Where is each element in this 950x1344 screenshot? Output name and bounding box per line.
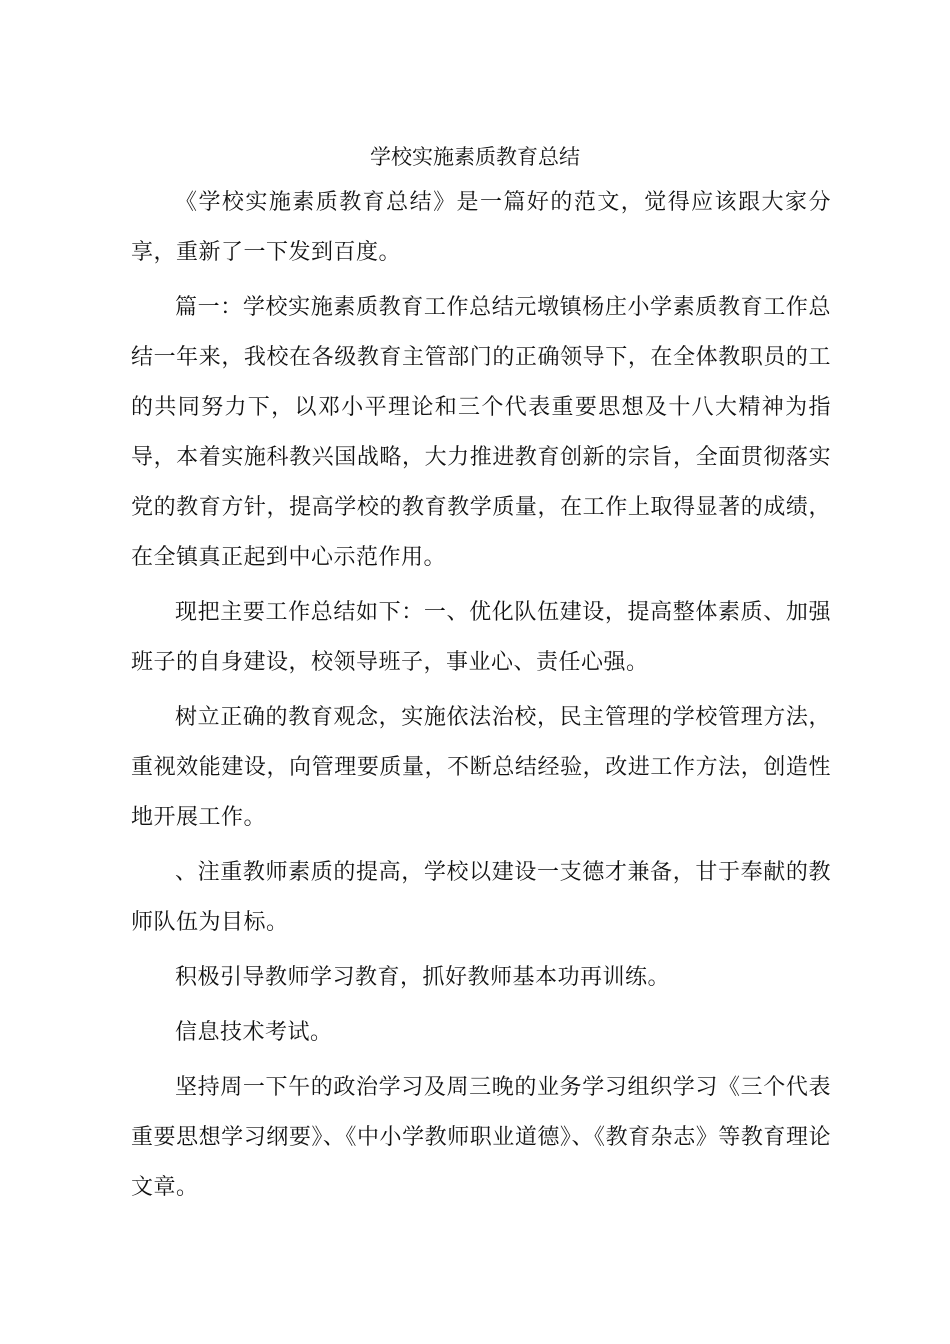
- document-body: [131, 178, 831, 1218]
- paragraph: 篇一：学校实施素质教育工作总结元墩镇杨庄小学素质教育工作总结一年来，我校在各级教育主管部门的正确领导下，在全体教职员的工的共同努力下，以邓小平理论和三个代表重要思想及十八大精神为指导，本着实施科教兴国战略，大力推进教育创新的宗旨，全面贯彻落实党的教育方针，提高学校的教育教学质量，在工作上取得显著的成绩，在全镇真正起到中心示范作用。: [131, 295, 831, 570]
- paragraph: 树立正确的教育观念，实施依法治校，民主管理的学校管理方法，重视效能建设，向管理要质量，不断总结经验，改进工作方法，创造性地开展工作。: [131, 705, 831, 830]
- paragraph: 现把主要工作总结如下：一、优化队伍建设，提高整体素质、加强班子的自身建设，校领导班子，事业心、责任心强。: [131, 600, 831, 675]
- paragraph: 信息技术考试。: [175, 1020, 333, 1045]
- paragraph: 、注重教师素质的提高，学校以建设一支德才兼备，甘于奉献的教师队伍为目标。: [131, 860, 831, 935]
- paragraph: 《学校实施素质教育总结》是一篇好的范文，觉得应该跟大家分享，重新了一下发到百度。: [131, 190, 831, 265]
- paragraph: 坚持周一下午的政治学习及周三晚的业务学习组织学习《三个代表重要思想学习纲要》、《中小学教师职业道德》、《教育杂志》等教育理论文章。: [131, 1075, 831, 1200]
- paragraph: 积极引导教师学习教育，抓好教师基本功再训练。: [175, 965, 671, 990]
- document-title: 学校实施素质教育总结: [370, 145, 580, 169]
